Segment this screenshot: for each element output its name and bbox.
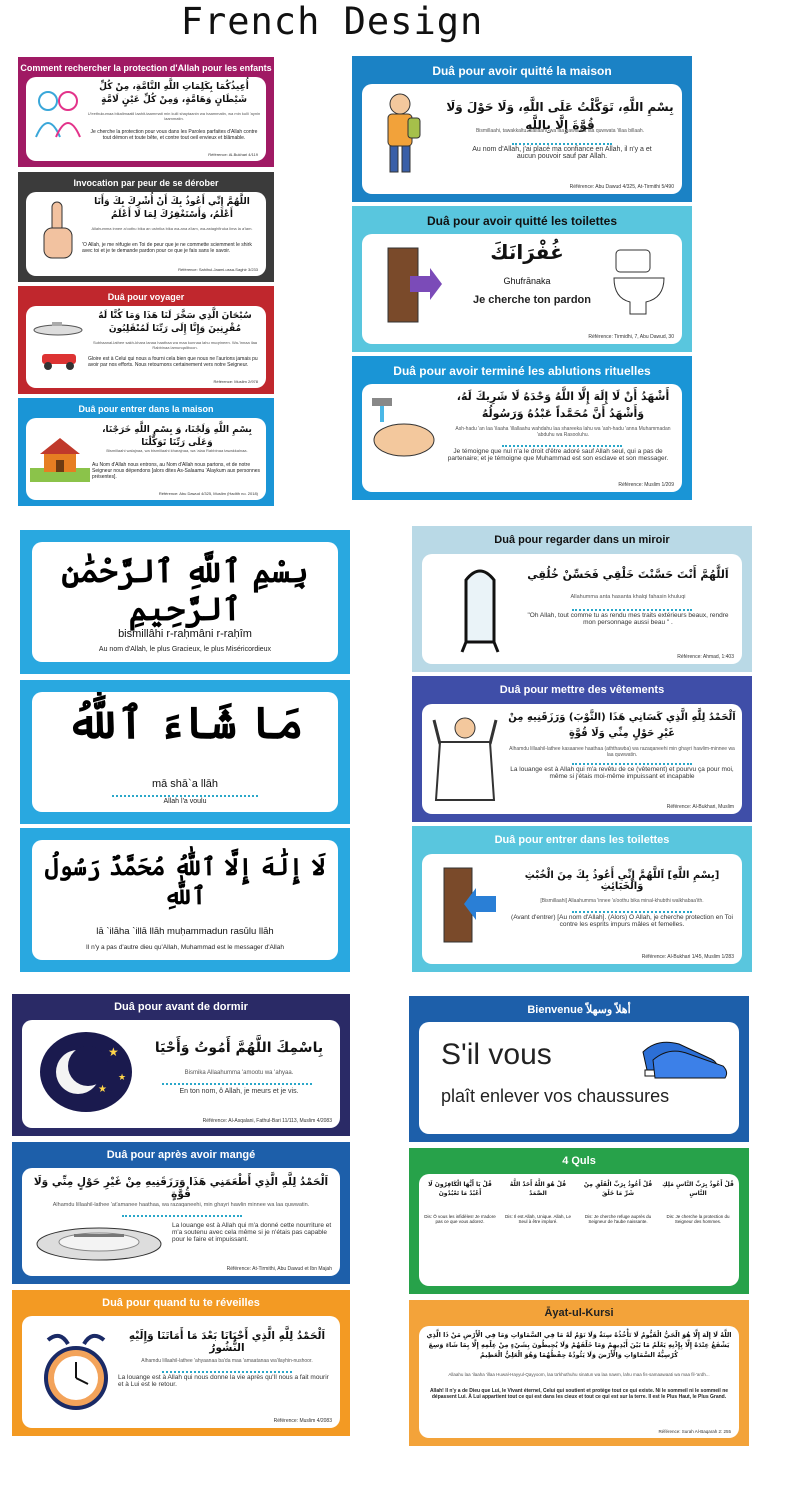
card-ayat-kursi	[409, 1300, 749, 1446]
qul-french: Dis: Ô vous les infidèles! Je n'adore pas ce que vous adorez.	[424, 1214, 496, 1224]
arabic-text: أَشْهَدُ أَنْ لَا إِلَهَ إِلَّا اللَّهُ وَحْدَهُ لَا شَرِيكَ لَهُ، وَأَشْهَدُ أَنَّ مُحَمَّداً عَبْدُهُ وَرَسُولُهُ	[456, 390, 670, 420]
card-after-eating	[12, 1142, 350, 1284]
reference: Référence: Al-Asqalani, Fathul-Bari 11/113, Muslim 4/2083	[202, 1118, 332, 1124]
transliteration: [Bismillaahi] Allaahumma 'innee 'a'oothu bika minal-khubthi walkhabaa'ith.	[540, 898, 704, 904]
card-title: 4 Quls	[562, 1155, 596, 1167]
reference: Référence: Tirmidhi, 7, Abu Dawud, 30	[588, 334, 674, 340]
card-title: Bienvenue أهلاً وسهلاً	[527, 1004, 631, 1016]
reference: Référence: Al-Bukhari 1/45, Muslim 1/283	[641, 954, 734, 960]
card-leave-house	[352, 56, 692, 202]
reference: Référence: Abu Dawud 4/325, Muslim (Hadith no. 2018)	[158, 491, 258, 496]
card-mashallah	[20, 680, 350, 824]
finger-icon	[38, 200, 78, 264]
arabic-text: بِاسْمِكَ اللَّهُمَّ أَمُوتُ وَأَحْيَا	[154, 1040, 324, 1056]
arabic-text: اَلْحَمْدُ لِلَّهِ الَّذِي أَطْعَمَنِي هَذَا وَرَزَقَنِيهِ مِنْ غَيْرِ حَوْلٍ مِنِّي وَلَا قُوَّةٍ	[33, 1176, 329, 1200]
arabic-text: أُعِيذُكُمَا بِكَلِمَاتِ اللَّهِ التَّامَّةِ، مِنْ كُلِّ شَيْطَانٍ وَهَامَّةٍ، وَمِنْ كُلِّ عَيْنٍ لَامَّةٍ	[99, 82, 249, 105]
card-title: Duâ pour avoir quitté les toilettes	[426, 214, 618, 228]
arabic-text: سُبْحَانَ الَّذِي سَخَّرَ لَنَا هَذَا وَمَا كُنَّا لَهُ مُقْرِنِينَ وَإِنَّا إِلَى رَبِّنَا لَمُنْقَلِبُونَ	[98, 311, 252, 334]
french-text: Allah l'a voulu	[163, 798, 207, 805]
transliteration: bismillâhi r-raḥmâni r-raḥîm	[118, 628, 252, 640]
boy-walking-icon	[378, 92, 422, 182]
dressing-icon	[430, 714, 500, 806]
french-text: Je témoigne que nul n'a le droit d'être adoré sauf Allah seul, qui a pas de partenaire; et je témoigne que Muhammad est son esclave et son messager.	[447, 448, 669, 462]
svg-text:★: ★	[98, 1084, 107, 1095]
french-text: "Oh Allah, tout comme tu as rendu mes traits extérieurs beaux, rendre mon personnage aussi beau " .	[527, 612, 729, 626]
qul-french: Dis: Je cherche la protection du Seigneur des hommes.	[666, 1214, 730, 1224]
card-title: Duâ pour avoir quitté la maison	[432, 64, 612, 78]
card-enter-house	[18, 398, 274, 506]
alarm-clock-icon	[38, 1328, 114, 1418]
arabic-text: اللَّهُمَّ إِنِّي أَعُوذُ بِكَ أَنْ أُشْرِكَ بِكَ وَأَنَا أَعْلَمُ، وَأَسْتَغْفِرُكَ لِمَا لَا أَعْلَمُ	[94, 197, 250, 220]
card-title: Comment rechercher la protection d'Allah pour les enfants	[20, 63, 272, 73]
french-text: Il n'y a pas d'autre dieu qu'Allah, Muhammad est le messager d'Allah	[86, 944, 284, 951]
empty-plate-icon	[34, 1220, 164, 1266]
card-fear-shirk	[18, 172, 274, 282]
french-text: Au nom d'Allah, j'ai placé ma confiance en Allah, il n'y a et aucun pouvoir sauf par Allah.	[472, 146, 652, 160]
qul-column	[581, 1180, 655, 1224]
calligraphy: بِسْمِ ٱللَّهِ ٱلرَّحْمَٰنِ ٱلرَّحِيمِ	[61, 552, 309, 628]
card-clothes	[412, 676, 752, 822]
transliteration: Allaahu laa 'ilaaha 'illaa Huwal-Hayyul-Qayyoom, laa ta'khuthuhu sinatun wa laa nawm, lahu maa fis-samaawaati wa maa fil-'ardh...	[448, 1372, 710, 1377]
qul-arabic: قُلْ أَعُوذُ بِرَبِّ النَّاسِ مَلِكِ النَّاسِ	[662, 1181, 734, 1197]
reference: Référence: Ahmad, 1:403	[677, 654, 734, 660]
card-title: Duâ pour entrer dans la maison	[78, 404, 214, 414]
arabic-text: اَلْحَمْدُ لِلَّهِ الَّذِي أَحْيَانَا بَعْدَ مَا أَمَاتَنَا وَإِلَيْهِ النُّشُورُ	[128, 1330, 326, 1354]
card-title: Duâ pour après avoir mangé	[106, 1149, 256, 1161]
french-text: La louange est à Allah qui nous donne la vie après qu'Il nous a fait mourir et à Lui est le retour.	[118, 1374, 329, 1388]
card-title: Duâ pour entrer dans les toilettes	[494, 834, 670, 846]
card-title: Duâ pour regarder dans un miroir	[494, 534, 670, 546]
french-text: (Avant d'entrer) [Au nom d'Allah]. (Alors) O Allah, je cherche protection en Toi contre les esprits impurs mâles et femelles.	[511, 914, 733, 928]
qul-column	[501, 1180, 575, 1224]
arabic-text: بِسْمِ اللَّهِ، تَوَكَّلْتُ عَلَى اللَّهِ، وَلَا حَوْلَ وَلَا قُوَّةَ إِلَّا بِاللَّهِ	[446, 100, 674, 132]
qul-column	[661, 1180, 735, 1224]
qul-french: Dis: Il est Allah, Unique. Allah, Le Seul à être imploré.	[504, 1214, 572, 1224]
qul-arabic: قُلْ يَا أَيُّهَا الْكَافِرُونَ لَا أَعْبُدُ مَا تَعْبُدُونَ	[428, 1181, 492, 1197]
card-travel	[18, 286, 274, 394]
card-enter-toilet	[412, 826, 752, 972]
card-title: Duâ pour voyager	[107, 292, 185, 302]
french-text: Gloire est à Celui qui nous a fourni cela bien que nous ne l'aurions jamais pu avoir par nos efforts. Nous retournons certainement vers notre Seigneur.	[88, 356, 258, 368]
transliteration: lā `ilāha `illā llāh muḥammadun rasūlu llāh	[96, 926, 274, 937]
qul-arabic: قُلْ هُوَ اللَّهُ أَحَدٌ اللَّهُ الصَّمَدُ	[509, 1181, 567, 1197]
french-text: En ton nom, ô Allah, je meurs et je vis.	[179, 1088, 299, 1095]
card-wake-up	[12, 1290, 350, 1436]
transliteration: mā shā`a llāh	[151, 778, 219, 790]
calligraphy: مَا شَاءَ ٱللَّٰهُ	[66, 698, 304, 749]
transliteration: Bismillaahi, tawakkaltu 'alallaahi, wa laa hawla wa laa quwwata 'illaa billaah.	[475, 128, 645, 134]
transliteration: U'eethukumaa bikalimaatil laahit-taammati min kulli shaytaanin wa haammatin, wa min kulli 'aynin laammatin.	[87, 111, 261, 121]
arabic-text: [بِسْمِ اللَّهِ] اَللَّهُمَّ إِنِّي أَعُوذُ بِكَ مِنَ الْخُبْثِ وَالْخَبَائِثِ	[524, 870, 720, 892]
page-title: French Design	[180, 0, 484, 43]
french-text: La louange est à Allah qui m'a donné cette nourriture et m'a soutenu avec cela même si je n'étais pas capable pour le faire et impuissant.	[172, 1222, 332, 1243]
calligraphy: لَا إِلَٰهَ إِلَّا ٱللَّٰهُ مُحَمَّدٌ رَسُولُ ٱللَّٰهِ	[44, 852, 326, 910]
french-text: Je cherche ton pardon	[473, 294, 591, 306]
arabic-text: غُفْرَانَكَ	[490, 240, 564, 264]
transliteration: Ghufrānaka	[503, 276, 551, 286]
transliteration: Bismika Allaahumma 'amootu wa 'ahyaa.	[184, 1070, 294, 1076]
welcome-line-2: plaît enlever vos chaussures	[441, 1086, 670, 1106]
card-four-quls	[409, 1148, 749, 1294]
card-shahada	[20, 828, 350, 972]
reference: Référence: Al-Bukhari, Muslim	[666, 804, 734, 810]
card-ablution	[352, 356, 692, 500]
door-enter-icon	[442, 866, 498, 946]
reference: Référence: Sahihul-Jaami-ussa-Saghir 3/233	[178, 267, 258, 272]
card-bismillah	[20, 530, 350, 674]
card-sleep	[12, 994, 350, 1136]
card-title: Āyat-ul-Kursi	[544, 1307, 614, 1319]
reference: Référence: Abu Dawud 4/325, At-Tirmithi 5/490	[569, 184, 674, 190]
transliteration: Allahumma innee a'oothu bika an ushrika bika wa-ana a'lam, wa-astaghfiruka lima la a'lam.	[91, 226, 253, 231]
french-text: Je cherche la protection pour vous dans les Paroles parfaites d'Allah contre tout démon et toute bête, et contre tout oeil envieux et blâmable.	[90, 129, 258, 141]
card-title: Duâ pour avant de dormir	[114, 1001, 248, 1013]
transliteration: Ash-hadu 'an laa 'ilaaha 'illallaahu wahdahu laa shareeka lahu wa 'ash-hadu 'anna Muhammadan 'abduhu wa Rasooluhu.	[455, 426, 671, 438]
arabic-text: اَلْحَمْدُ لِلَّهِ الَّذِي كَسَانِي هَذَا (الثَّوْبَ) وَرَزَقَنِيهِ مِنْ غَيْرِ حَوْلٍ مِنِّي وَلَا قُوَّةٍ	[508, 712, 736, 739]
french-text: La louange est à Allah qui m'a revêtu de ce (vêtement) et pourvu ça pour moi, même si j'étais moi-même impuissant et incapable	[510, 766, 734, 780]
card-title: Duâ pour mettre des vêtements	[499, 684, 665, 696]
moon-stars-icon	[38, 1030, 134, 1114]
sneakers-icon	[639, 1032, 731, 1086]
transliteration: Allahumma anta hasanta khalqi fahasin khuluqi	[570, 594, 686, 600]
arabic-text: اللَّهُ لَا إِلَهَ إِلَّا هُوَ الْحَيُّ الْقَيُّومُ لَا تَأْخُذُهُ سِنَةٌ وَلَا نَوْمٌ لَهُ مَا فِي السَّمَاوَاتِ وَمَا فِي الْأَرْضِ مَنْ ذَا الَّذِي يَشْفَعُ عِنْدَهُ إِلَّا بِإِذْنِهِ يَعْلَمُ مَا بَيْنَ أَيْدِيهِمْ وَمَا خَلْفَهُمْ وَلَا يُحِيطُونَ بِشَيْءٍ مِنْ عِلْمِهِ إِلَّا بِمَا شَاءَ وَسِعَ كُرْسِيُّهُ السَّمَاوَاتِ وَالْأَرْضَ وَلَا يَئُودُهُ حِفْظُهُمَا وَهُوَ الْعَلِيُّ الْعَظِيمُ	[426, 1331, 732, 1359]
reference: Référence: Al-Bukhari 4/119	[208, 152, 258, 157]
svg-text:★: ★	[108, 1045, 119, 1059]
card-title: Duâ pour avoir terminé les ablutions rituelles	[393, 364, 651, 378]
french-text: Au nom d'Allah, le plus Gracieux, le plus Miséricordieux	[98, 646, 272, 653]
transliteration: Alhamdu lillaahil-lathee 'ahyaanaa ba'da maa 'amaatanaa wa'ilayhin-nushoor.	[141, 1358, 313, 1364]
card-leave-toilet	[352, 206, 692, 352]
french-text: Au Nom d'Allah nous entrons, au Nom d'Allah nous partons, et de notre Seigneur nous dépendons [alors dites As-Salaamu 'Alaykum aux personnes présentes].	[92, 462, 261, 480]
french-text: Allah! Il n'y a de Dieu que Lui, le Vivant éternel, Celui qui soutient et protège tout ce qui existe. Ni le sommeil ni le sommeil ne dépassent Lui. À Lui appartient tout ce qui est dans les cieux et tout ce qui est sur la terre. Il est le Plus Haut, le Plus Grand.	[429, 1388, 729, 1400]
welcome-line-1: S'il vous	[441, 1038, 552, 1071]
card-protection-children	[18, 57, 274, 167]
reference: Référence: Muslim 4/2083	[273, 1418, 332, 1424]
arabic-text: اَللَّهُمَّ أَنْتَ حَسَّنْتَ خَلْقِي فَحَسِّنْ خُلُقِي	[527, 568, 729, 581]
transliteration: Subhaanal-lathee sakh-khara lanaa haathaa wa maa kunnaa lahu muqrineen. Wa-'innaa ilaa Rabbinaa lamunqaliboon.	[92, 340, 258, 350]
french-text: 'O Allah, je me réfugie en Toi de peur que je ne commette sciemment le shirk avec toi et je te demande pardon pour ce que je fais sans le savoir.	[82, 242, 252, 254]
qul-french: Dis: Je cherche refuge auprès du Seigneur de l'aube naissante.	[584, 1214, 652, 1224]
transliteration: Alhamdu lillaahil-lathee 'at'amanee haathaa, wa razaqaneehi, min ghayri hawlin minnee wa laa quwwatin.	[52, 1202, 310, 1208]
door-exit-icon	[386, 246, 442, 326]
children-icon	[32, 87, 84, 143]
mirror-icon	[460, 562, 500, 654]
reference: Référence: Muslim 2/978	[213, 379, 258, 384]
house-icon	[30, 432, 90, 484]
qul-arabic: قُلْ أَعُوذُ بِرَبِّ الْفَلَقِ مِنْ شَرِّ مَا خَلَقَ	[583, 1181, 653, 1197]
card-welcome	[409, 996, 749, 1142]
washing-hands-icon	[368, 396, 444, 466]
plane-car-icon	[30, 316, 86, 376]
card-title: Duâ pour quand tu te réveilles	[102, 1297, 260, 1309]
svg-text:★: ★	[118, 1073, 127, 1083]
arabic-text: بِسْمِ اللَّهِ وَلَجْنَا، وَ بِسْمِ اللَّهِ خَرَجْنَا، وَعَلَى رَبِّنَا تَوَكَّلْنَا	[102, 425, 252, 448]
transliteration: Bismillaahi walajnaa, wa bismillaahi kharajnaa, wa 'alaa Rabbinaa tawakkalnaa.	[106, 448, 248, 453]
reference: Référence: Muslim 1/209	[618, 482, 674, 488]
qul-column	[423, 1180, 497, 1224]
toilet-icon	[612, 248, 672, 320]
card-title: Invocation par peur de se dérober	[73, 178, 219, 188]
reference: Référence: At-Tirmithi, Abu Dawud et Ibn Majah	[226, 1266, 332, 1272]
transliteration: Alhamdu lillaahil-lathee kasaanee haathaa (aththawba) wa razaqaneehi min ghayri hawlim-minnee wa laa quwwatin.	[509, 746, 735, 758]
reference: Référence: Surah Al-Baqarah 2: 255	[658, 1429, 731, 1434]
card-mirror	[412, 526, 752, 672]
